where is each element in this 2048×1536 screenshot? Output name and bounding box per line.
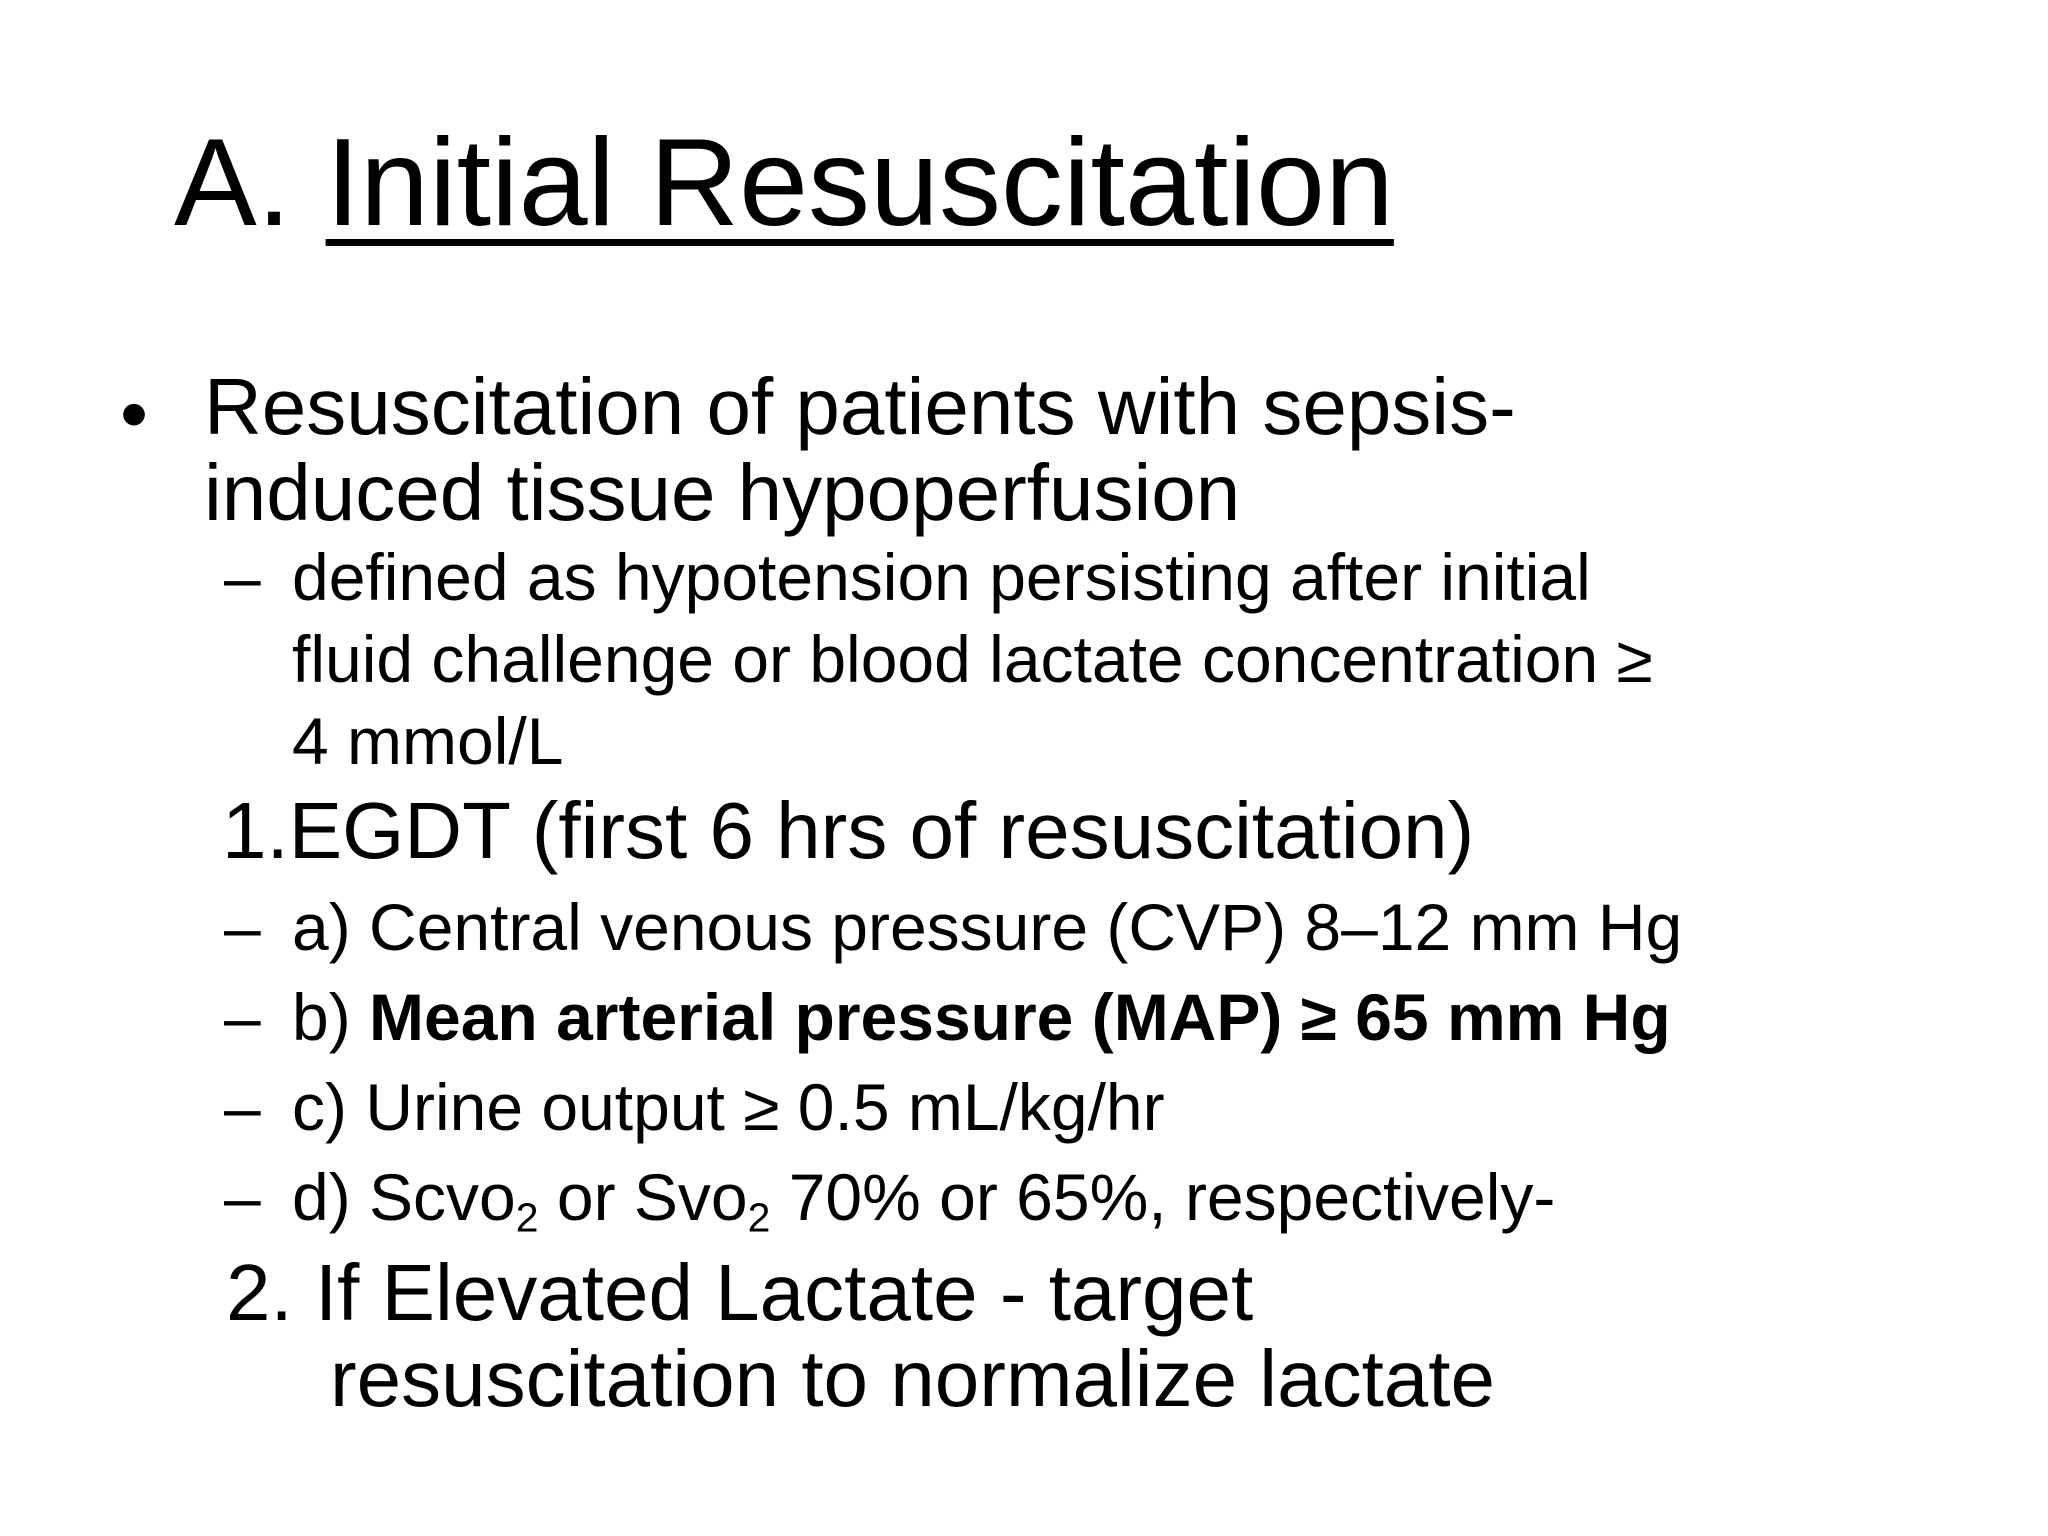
target-text-part: 70% or 65%, respectively- bbox=[770, 1160, 1556, 1234]
target-text-part: or Svo bbox=[538, 1160, 748, 1234]
target-dash: – bbox=[224, 1070, 261, 1144]
title-main: Initial Resuscitation bbox=[325, 114, 1394, 252]
definition-line-2: fluid challenge or blood lactate concentration ≥ bbox=[292, 622, 1653, 696]
bullet-main-text bbox=[204, 364, 1984, 536]
definition-line-1: defined as hypotension persisting after initial bbox=[292, 540, 1591, 614]
definition-line-3: 4 mmol/L bbox=[292, 704, 564, 778]
target-dash: – bbox=[224, 890, 261, 964]
bullet-line-1: Resuscitation of patients with sepsis- bbox=[204, 362, 1516, 451]
target-prefix: d) bbox=[292, 1160, 370, 1234]
slide-title bbox=[174, 112, 1394, 255]
target-prefix: c) bbox=[292, 1070, 366, 1144]
definition-dash: – bbox=[224, 540, 261, 614]
target-text-part: Scvo bbox=[369, 1160, 516, 1234]
target-text-bold: Mean arterial pressure (MAP) ≥ 65 mm Hg bbox=[369, 980, 1671, 1054]
target-dash: – bbox=[224, 980, 261, 1054]
lactate-line-1: 2. If Elevated Lactate - target bbox=[226, 1248, 1254, 1337]
subscript-2: 2 bbox=[515, 1194, 539, 1241]
egdt-heading: 1.EGDT (first 6 hrs of resuscitation) bbox=[222, 786, 1475, 875]
target-prefix: a) bbox=[292, 890, 370, 964]
bullet-line-2: induced tissue hypoperfusion bbox=[204, 448, 1241, 537]
lactate-item bbox=[226, 1250, 1495, 1422]
target-text: Central venous pressure (CVP) 8–12 mm Hg bbox=[369, 890, 1683, 964]
target-prefix: b) bbox=[292, 980, 370, 1054]
target-text: Urine output ≥ 0.5 mL/kg/hr bbox=[365, 1070, 1165, 1144]
lactate-line-2: resuscitation to normalize lactate bbox=[330, 1334, 1495, 1423]
bullet-marker: • bbox=[120, 369, 149, 458]
title-prefix: A. bbox=[174, 114, 326, 252]
target-dash: – bbox=[224, 1160, 261, 1234]
subscript-2: 2 bbox=[747, 1194, 771, 1241]
